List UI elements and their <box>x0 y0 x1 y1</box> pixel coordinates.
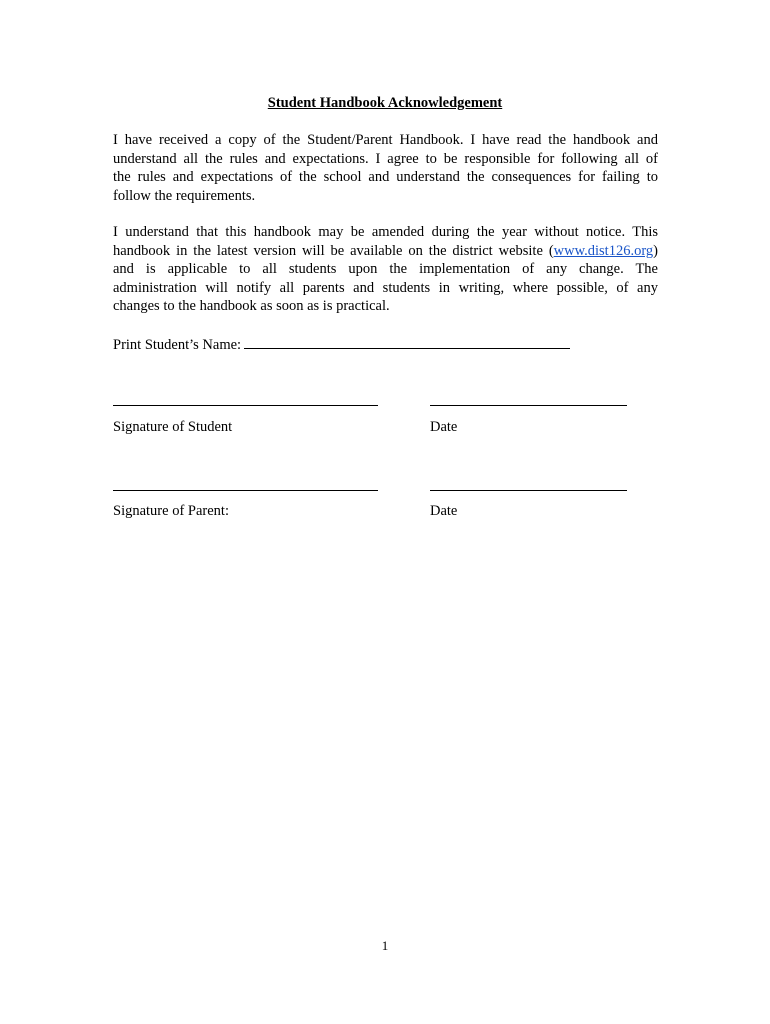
paragraph-line: I have received a copy of the Student/Parent Handbook. I have read the handbook and <box>113 132 658 148</box>
acknowledgement-paragraph <box>113 131 658 205</box>
paragraph-line: the rules and expectations of the school and understand the consequences for failing to <box>113 169 658 186</box>
document-title: Student Handbook Acknowledgement <box>267 95 503 111</box>
paragraph-line: and is applicable to all students upon the implementation of any change. The <box>113 261 658 278</box>
paragraph-line: administration will notify all parents and students in writing, where possible, of any <box>113 279 658 296</box>
print-name-field-line[interactable] <box>244 334 570 349</box>
line-text-after-link: ) <box>653 242 658 259</box>
paragraph-line: follow the requirements. <box>113 187 256 204</box>
line-text-before-link: handbook in the latest version will be available on the district website ( <box>113 242 554 259</box>
amendment-paragraph <box>113 223 658 316</box>
parent-signature-line[interactable] <box>113 490 378 491</box>
paragraph-line: changes to the handbook as soon as is practical. <box>113 298 390 315</box>
student-date-line[interactable] <box>430 405 627 406</box>
parent-signature-label: Signature of Parent: <box>113 503 229 519</box>
paragraph-line: I understand that this handbook may be amended during the year without notice. This <box>113 224 658 240</box>
print-name-label: Print Student’s Name: <box>113 337 242 353</box>
student-signature-label: Signature of Student <box>113 419 233 435</box>
parent-date-line[interactable] <box>430 490 627 491</box>
paragraph-line-with-link <box>113 242 658 261</box>
print-name-row <box>113 334 570 354</box>
page-number: 1 <box>381 938 389 953</box>
student-signature-line[interactable] <box>113 405 378 406</box>
paragraph-line: understand all the rules and expectations. I agree to be responsible for following all of <box>113 150 658 167</box>
district-website-link[interactable]: www.dist126.org <box>553 242 654 259</box>
parent-date-label: Date <box>430 503 458 519</box>
student-date-label: Date <box>430 419 458 435</box>
